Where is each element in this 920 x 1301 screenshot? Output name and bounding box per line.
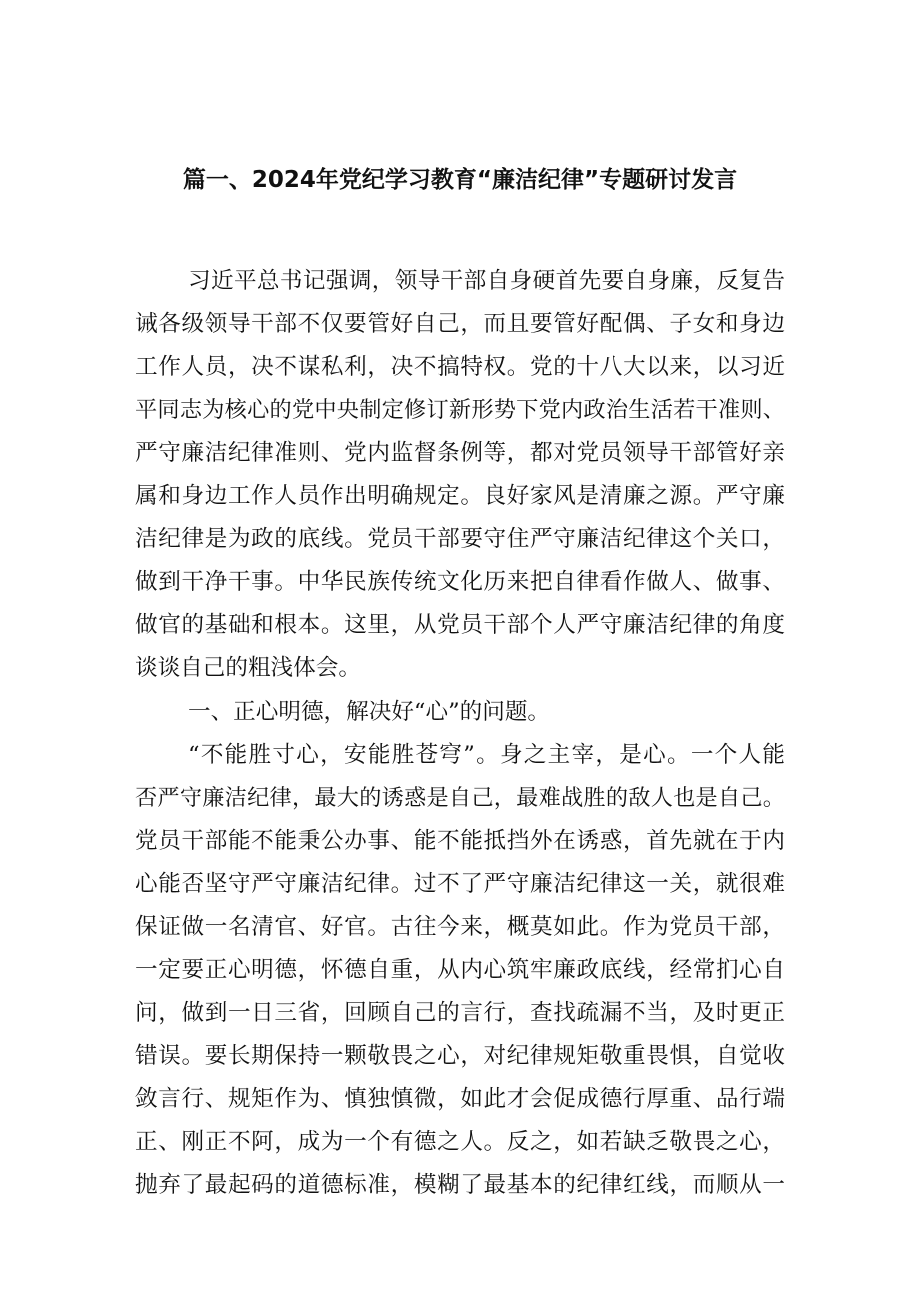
paragraph-line: 做官的基础和根本。这里，从党员干部个人严守廉洁纪律的角度: [135, 612, 785, 638]
paragraph-line: 一定要正心明德，怀德自重，从内心筑牢廉政底线，经常扪心自: [135, 957, 785, 983]
section-heading: 一、正心明德，解决好“心”的问题。: [188, 699, 551, 725]
paragraph-line: 诫各级领导干部不仅要管好自己，而且要管好配偶、子女和身边: [135, 311, 785, 337]
paragraph-line: 党员干部能不能秉公办事、能不能抵挡外在诱惑，首先就在于内: [135, 828, 785, 854]
paragraph-line: 平同志为核心的党中央制定修订新形势下党内政治生活若干准则、: [135, 397, 785, 423]
paragraph-line: 做到干净干事。中华民族传统文化历来把自律看作做人、做事、: [135, 569, 785, 595]
paragraph-line: 问，做到一日三省，回顾自己的言行，查找疏漏不当，及时更正: [135, 1000, 785, 1026]
paragraph-line: 习近平总书记强调，领导干部自身硬首先要自身廉，反复告: [188, 268, 785, 294]
paragraph-line: 洁纪律是为政的底线。党员干部要守住严守廉洁纪律这个关口，: [135, 526, 785, 552]
paragraph-line: 敛言行、规矩作为、慎独慎微，如此才会促成德行厚重、品行端: [135, 1086, 785, 1112]
paragraph-line: 否严守廉洁纪律，最大的诱惑是自己，最难战胜的敌人也是自己。: [135, 785, 785, 811]
paragraph-line: 正、刚正不阿，成为一个有德之人。反之，如若缺乏敬畏之心，: [135, 1129, 785, 1155]
paragraph-line: “不能胜寸心，安能胜苍穹”。身之主宰，是心。一个人能: [188, 742, 785, 768]
document-title: 篇一、2024年党纪学习教育“廉洁纪律”专题研讨发言: [182, 167, 738, 193]
paragraph-line: 抛弃了最起码的道德标准，模糊了最基本的纪律红线，而顺从一: [135, 1172, 785, 1198]
paragraph-line: 错误。要长期保持一颗敬畏之心，对纪律规矩敬重畏惧，自觉收: [135, 1043, 785, 1069]
paragraph-line: 严守廉洁纪律准则、党内监督条例等，都对党员领导干部管好亲: [135, 440, 785, 466]
paragraph-line: 属和身边工作人员作出明确规定。良好家风是清廉之源。严守廉: [135, 483, 785, 509]
paragraph-line: 保证做一名清官、好官。古往今来，概莫如此。作为党员干部，: [135, 914, 785, 940]
paragraph-line: 谈谈自己的粗浅体会。: [135, 655, 361, 681]
paragraph-line: 心能否坚守严守廉洁纪律。过不了严守廉洁纪律这一关，就很难: [135, 871, 785, 897]
paragraph-line: 工作人员，决不谋私利，决不搞特权。党的十八大以来，以习近: [135, 354, 785, 380]
